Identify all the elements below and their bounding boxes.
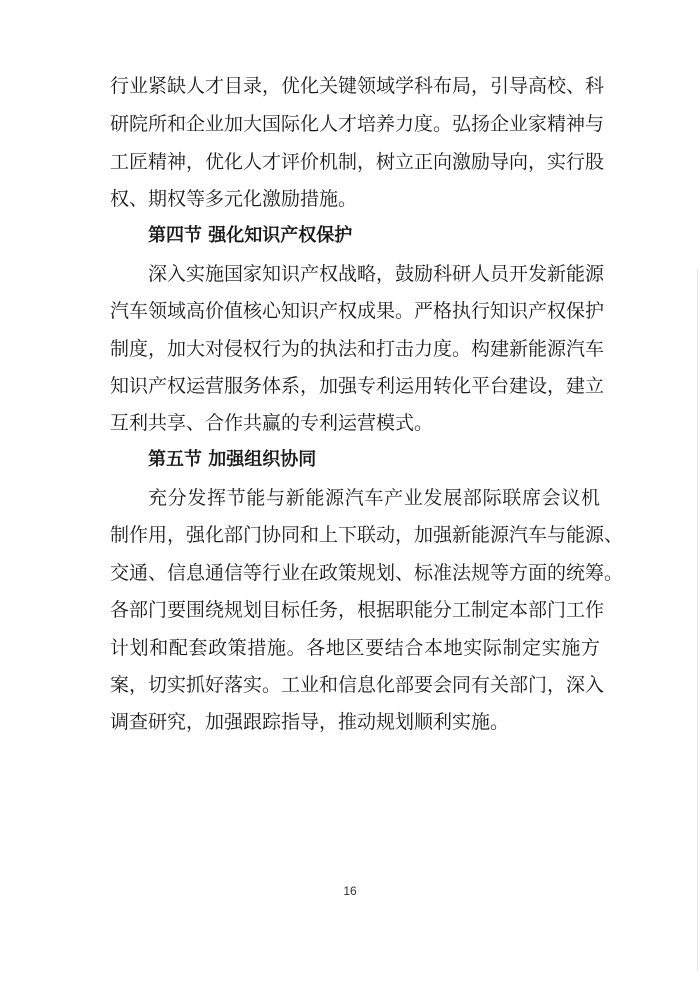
paragraph-line: 互利共享、合作共赢的专利运营模式。 [110, 412, 434, 434]
paragraph-line: 行业紧缺人才目录，优化关键领域学科布局，引导高校、科 [110, 75, 605, 97]
paragraph-line: 工匠精神，优化人才评价机制，树立正向激励导向，实行股 [110, 151, 605, 173]
section-heading-4: 第四节 强化知识产权保护 [148, 225, 353, 246]
paragraph-line: 充分发挥节能与新能源汽车产业发展部际联席会议机 [148, 487, 600, 509]
paragraph-line: 知识产权运营服务体系，加强专利运用转化平台建设，建立 [110, 375, 605, 397]
paragraph-line: 制作用，强化部门协同和上下联动，加强新能源汽车与能源、 [110, 524, 624, 546]
paragraph-line: 权、期权等多元化激励措施。 [110, 188, 358, 210]
paragraph-line: 深入实施国家知识产权战略，鼓励科研人员开发新能源 [148, 263, 605, 285]
paragraph-line: 研院所和企业加大国际化人才培养力度。弘扬企业家精神与 [110, 113, 605, 135]
scan-edge-divider [697, 270, 698, 970]
paragraph-line: 案，切实抓好落实。工业和信息化部要会同有关部门，深入 [110, 674, 605, 696]
paragraph-line: 调查研究，加强跟踪指导，推动规划顺利实施。 [110, 711, 510, 733]
paragraph-line: 各部门要围绕规划目标任务，根据职能分工制定本部门工作 [110, 599, 605, 621]
paragraph-line: 交通、信息通信等行业在政策规划、标准法规等方面的统筹。 [110, 562, 624, 584]
paragraph-line: 汽车领域高价值核心知识产权成果。严格执行知识产权保护 [110, 300, 605, 322]
page-number: 16 [343, 884, 357, 898]
paragraph-line: 计划和配套政策措施。各地区要结合本地实际制定实施方 [110, 637, 600, 659]
paragraph-line: 制度，加大对侵权行为的执法和打击力度。构建新能源汽车 [110, 338, 605, 360]
section-heading-5: 第五节 加强组织协同 [148, 449, 317, 470]
